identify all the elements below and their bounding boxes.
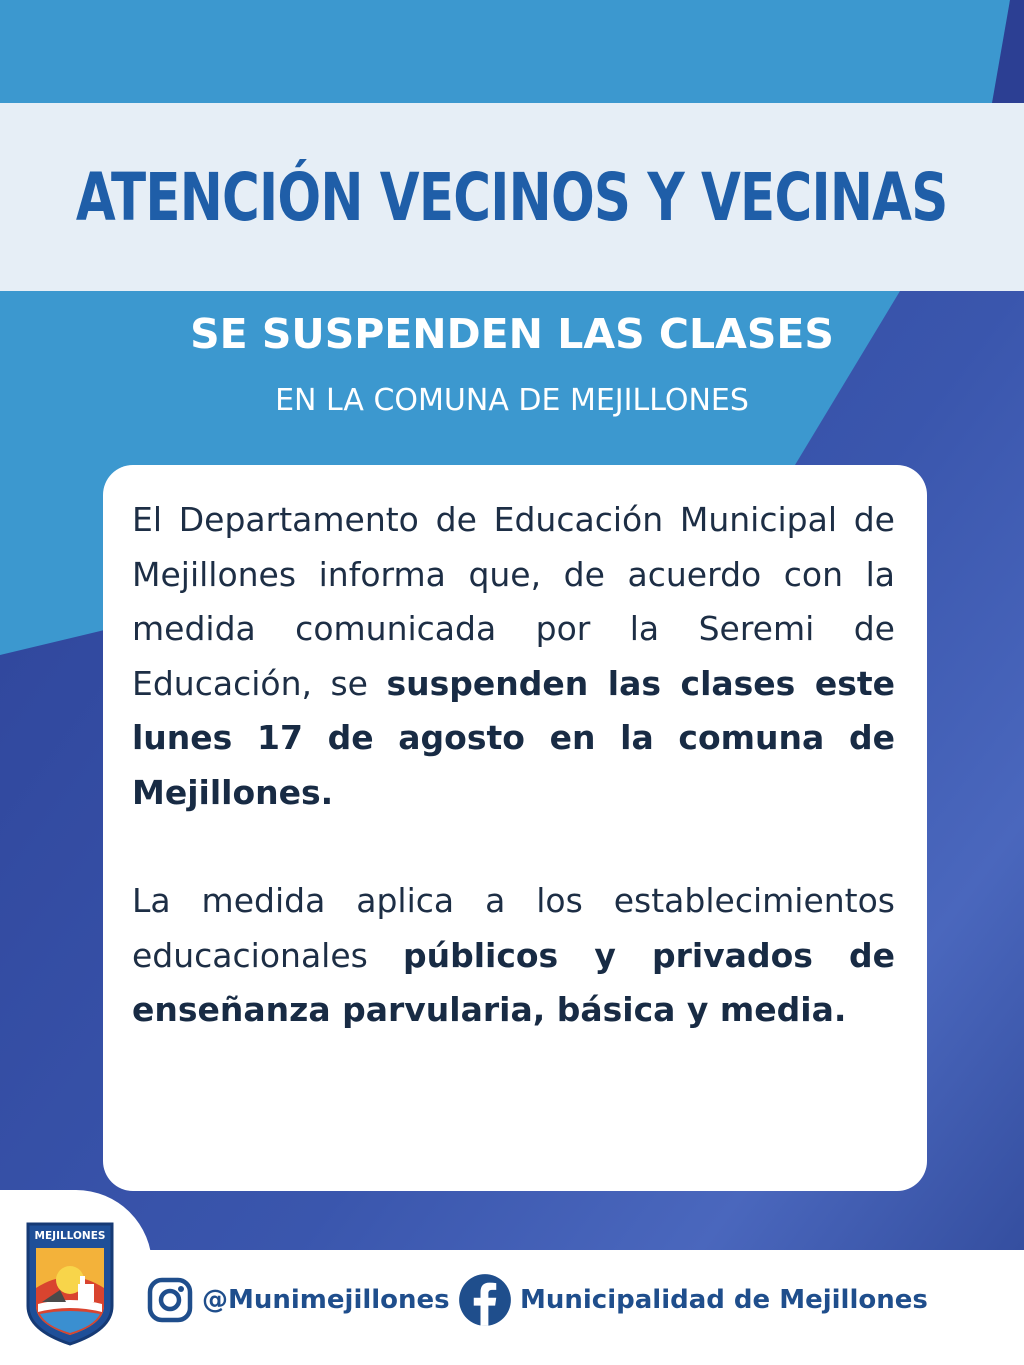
paragraph-1 bbox=[132, 493, 895, 820]
instagram-handle: @Munimejillones bbox=[202, 1285, 450, 1315]
facebook-name: Municipalidad de Mejillones bbox=[520, 1285, 928, 1315]
title-banner bbox=[0, 103, 1024, 291]
municipal-shield-logo bbox=[24, 1218, 116, 1346]
instagram-link[interactable] bbox=[146, 1270, 450, 1330]
page-title: ATENCIÓN VECINOS Y VECINAS bbox=[76, 158, 948, 236]
paragraph-2-text: La medida aplica a los establecimientos educacionales bbox=[132, 881, 895, 975]
headline: SE SUSPENDEN LAS CLASES bbox=[190, 310, 834, 358]
paragraph-2 bbox=[132, 874, 895, 1038]
paragraph-1-text: El Departamento de Educación Municipal de Mejillones informa que, de acuerdo con la medida comunicada por la Seremi de Educación, se bbox=[132, 500, 895, 703]
instagram-icon bbox=[146, 1276, 194, 1324]
paragraph-2-bold: públicos y privados de enseñanza parvularia, básica y media. bbox=[132, 935, 896, 1029]
logo-text: MEJILLONES bbox=[34, 1230, 106, 1242]
paragraph-1-bold: suspenden las clases este lunes 17 de agosto en la comuna de Mejillones. bbox=[132, 663, 895, 812]
subheadline: EN LA COMUNA DE MEJILLONES bbox=[275, 383, 749, 418]
facebook-link[interactable] bbox=[458, 1270, 928, 1330]
facebook-icon bbox=[458, 1273, 512, 1327]
announcement-card bbox=[103, 465, 927, 1191]
